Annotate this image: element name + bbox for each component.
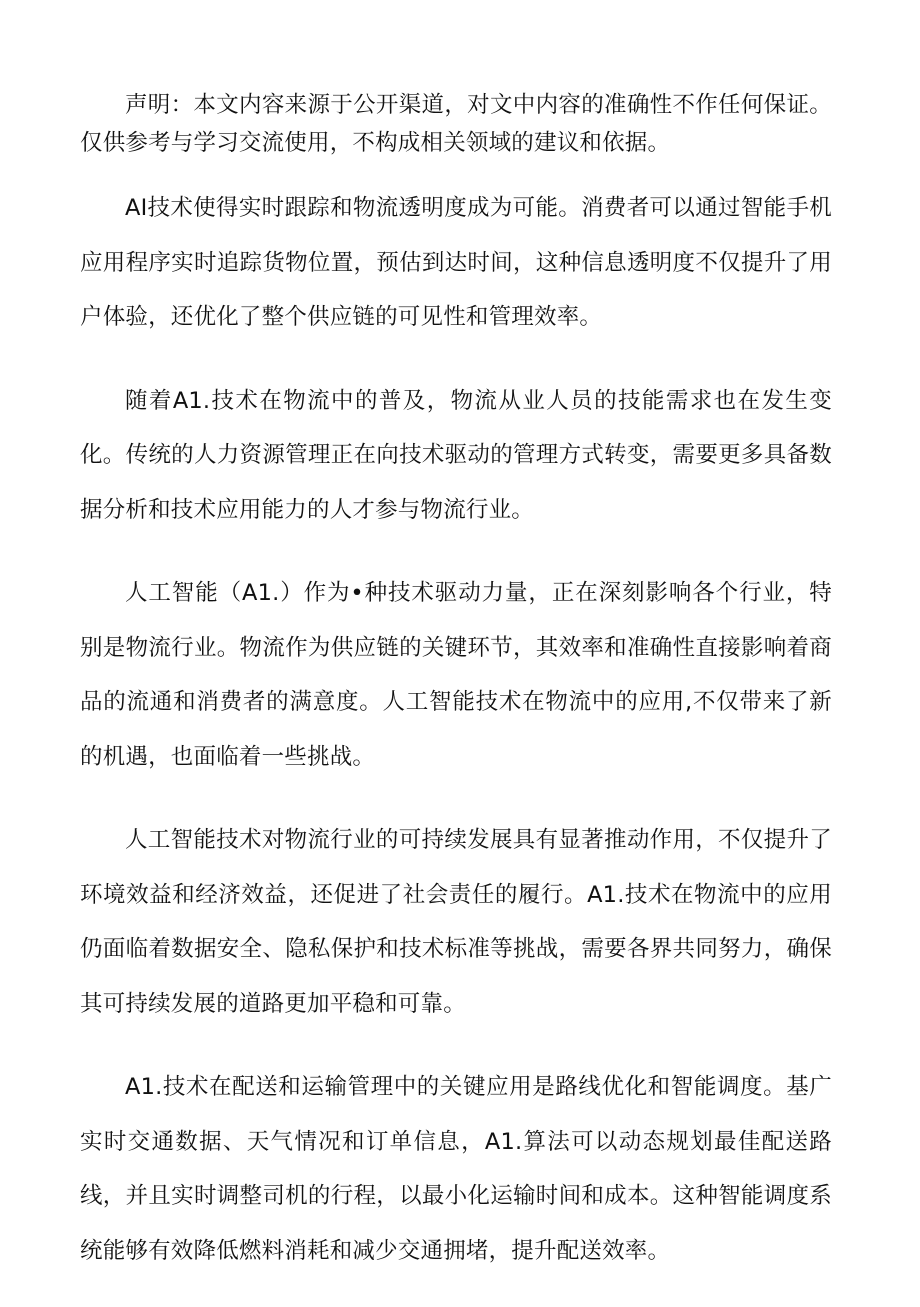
document-body <box>80 86 832 1307</box>
disclaimer-paragraph: 声明：本文内容来源于公开渠道，对文中内容的准确性不作任何保证。仅供参考与学习交流使用，不构成相关领域的建议和依据。 <box>80 92 832 156</box>
paragraph-ai-tracking: AI技术使得实时跟踪和物流透明度成为可能。消费者可以通过智能手机应用程序实时追踪货物位置，预估到达时间，这种信息透明度不仅提升了用户体验，还优化了整个供应链的可见性和管理效率。 <box>80 195 832 330</box>
paragraph-sustainability: 人工智能技术对物流行业的可持续发展具有显著推动作用，不仅提升了环境效益和经济效益，还促进了社会责任的履行。A1.技术在物流中的应用仍面临着数据安全、隐私保护和技术标准等挑战，需要各界共同努力，确保其可持续发展的道路更加平稳和可靠。 <box>80 827 832 1017</box>
paragraph-ai-impact: 人工智能（A1.）作为•种技术驱动力量，正在深刻影响各个行业，特别是物流行业。物流作为供应链的关键环节，其效率和准确性直接影响着商品的流通和消费者的满意度。人工智能技术在物流中的应用,不仅带来了新的机遇，也面临着一些挑战。 <box>80 580 832 770</box>
paragraph-skill-demand: 随着A1.技术在物流中的普及，物流从业人员的技能需求也在发生变化。传统的人力资源管理正在向技术驱动的管理方式转变，需要更多具备数据分析和技术应用能力的人才参与物流行业。 <box>80 387 832 523</box>
paragraph-route-optimization: A1.技术在配送和运输管理中的关键应用是路线优化和智能调度。基广实时交通数据、天气情况和订单信息，A1.算法可以动态规划最佳配送路线，并且实时调整司机的行程，以最小化运输时间和成本。这种智能调度系统能够有效降低燃料消耗和减少交通拥堵，提升配送效率。 <box>80 1074 832 1264</box>
